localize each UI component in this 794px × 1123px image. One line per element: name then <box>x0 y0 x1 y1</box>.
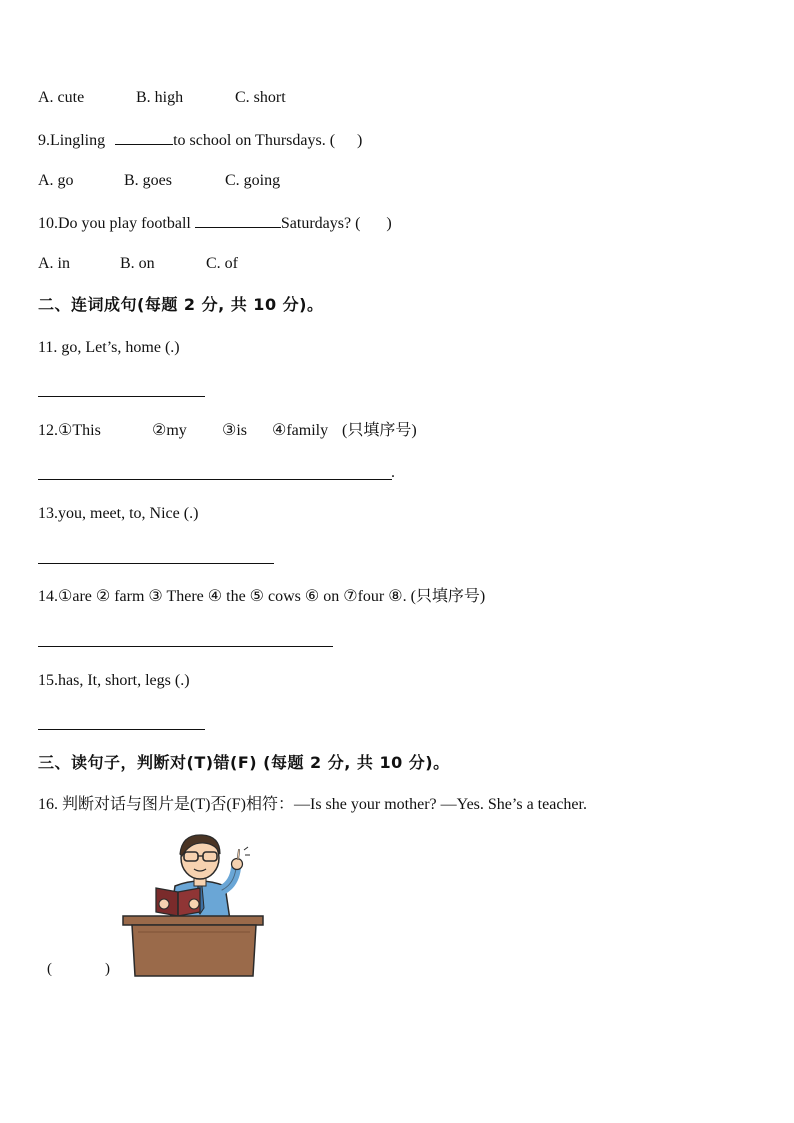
question-12 <box>38 421 417 441</box>
q12-part-3: ③is <box>222 422 248 439</box>
q10-blank[interactable] <box>195 213 281 228</box>
q9-options <box>38 171 280 191</box>
q10-text: Saturdays? ( <box>280 215 361 232</box>
q10-number: 10.Do you play football <box>38 215 191 232</box>
q16-paren-open: ( <box>47 961 52 977</box>
q8-option-b: B. high <box>136 89 184 106</box>
q9-option-b: B. goes <box>124 172 172 189</box>
q12-part-1: ①This <box>58 422 101 439</box>
q10-option-b: B. on <box>120 255 155 272</box>
question-14: 14.①are ② farm ③ There ④ the ⑤ cows ⑥ on ⑦four ⑧. (只填序号) <box>38 588 486 605</box>
question-13: 13.you, meet, to, Nice (.) <box>38 505 199 522</box>
q12-part-2: ②my <box>152 422 187 439</box>
q9-blank[interactable] <box>115 130 173 145</box>
q13-answer-line[interactable] <box>38 563 274 564</box>
q16-paren-close: ) <box>105 961 110 977</box>
q12-part-4: ④family <box>272 422 329 439</box>
q9-text: to school on Thursdays. ( <box>173 132 336 149</box>
q14-answer-line[interactable] <box>38 646 333 647</box>
section-2-heading: 二、连词成句(每题 2 分, 共 10 分)。 <box>38 295 324 314</box>
q9-option-c: C. going <box>225 172 281 189</box>
q12-number: 12. <box>38 422 58 439</box>
question-16: 16. 判断对话与图片是(T)否(F)相符：—Is she your mother? —Yes. She’s a teacher. <box>38 796 587 813</box>
q10-options <box>38 254 238 274</box>
q12-answer-line[interactable] <box>38 479 392 480</box>
q10-option-c: C. of <box>206 255 238 272</box>
question-11: 11. go, Let’s, home (.) <box>38 339 180 356</box>
q10-option-a: A. in <box>38 255 70 272</box>
q9-number: 9.Lingling <box>38 132 106 149</box>
teacher-at-desk-icon <box>120 828 270 980</box>
q9-option-a: A. go <box>38 172 74 189</box>
question-10 <box>38 213 392 234</box>
q9-close-paren: ) <box>357 132 363 149</box>
section-3-heading: 三、读句子，判断对(T)错(F) (每题 2 分, 共 10 分)。 <box>38 753 450 772</box>
q16-answer-space[interactable] <box>56 960 104 980</box>
question-9 <box>38 130 362 151</box>
q12-note: (只填序号) <box>342 422 417 439</box>
q15-answer-line[interactable] <box>38 729 205 730</box>
q8-option-c: C. short <box>235 89 286 106</box>
q11-answer-line[interactable] <box>38 396 205 397</box>
q10-close-paren: ) <box>386 215 392 232</box>
q8-options <box>38 88 286 108</box>
question-15: 15.has, It, short, legs (.) <box>38 672 190 689</box>
teacher-illustration <box>120 828 270 980</box>
q12-period: . <box>391 464 395 481</box>
q8-option-a: A. cute <box>38 89 85 106</box>
